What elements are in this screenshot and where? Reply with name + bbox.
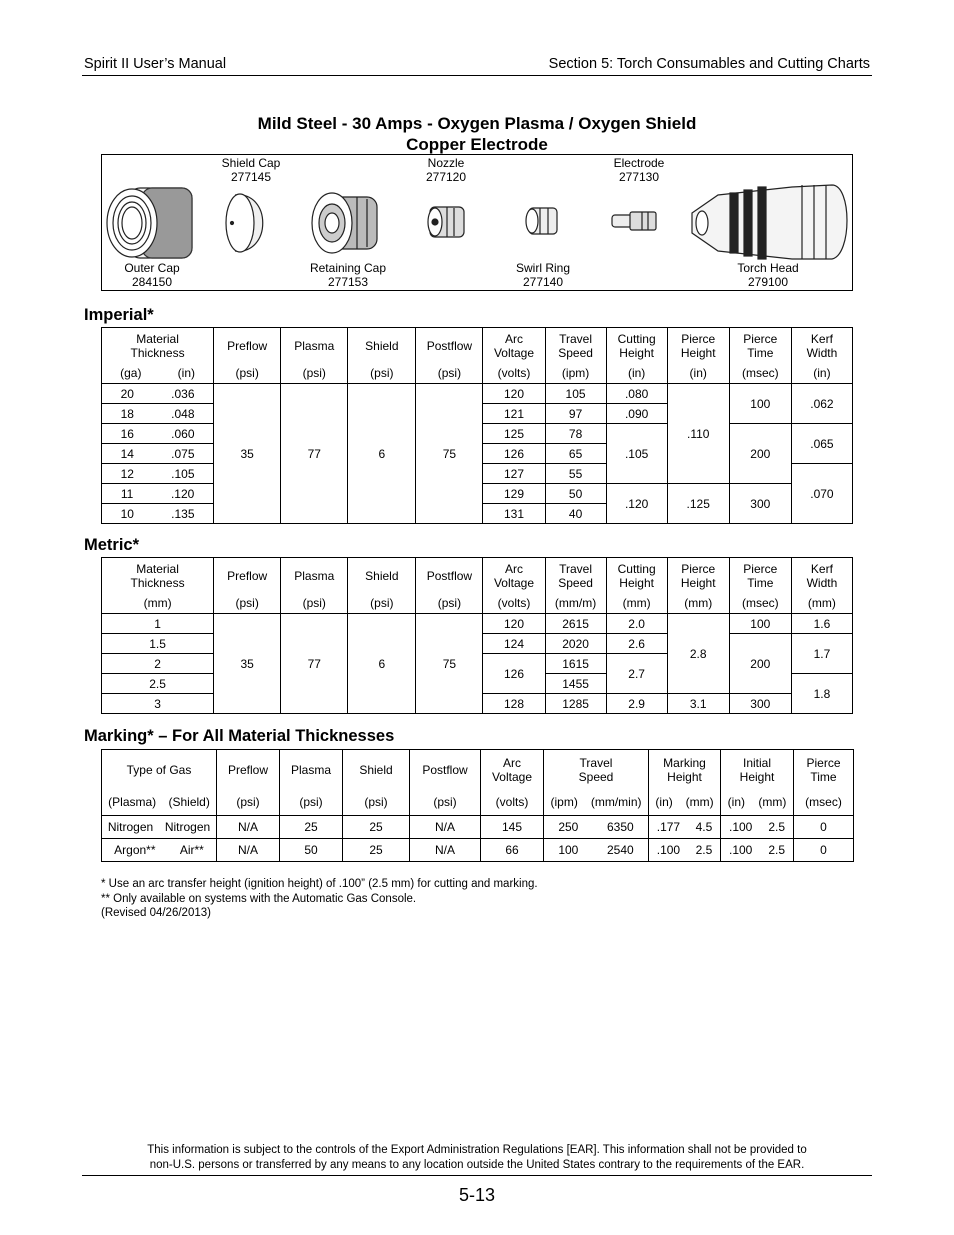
table-row	[102, 384, 853, 404]
header-rule	[82, 75, 872, 76]
thickness-cell: 14 .075	[102, 444, 214, 464]
kerf-cell: .065	[791, 424, 852, 464]
imperial-unit: (in)	[606, 364, 667, 384]
metric-col-shield: Shield	[348, 558, 416, 594]
swirl-ring-drawing	[526, 208, 557, 234]
marking-col-shield: Shield	[343, 750, 410, 790]
marking-unit: (psi)	[280, 790, 343, 816]
table-row	[102, 839, 854, 862]
travel-cell: 1285	[545, 694, 606, 714]
travel-cell: 100 2540	[544, 839, 649, 862]
thickness-cell: 2.5	[102, 674, 214, 694]
arc-cell: 129	[483, 484, 545, 504]
arc-cell: 66	[481, 839, 544, 862]
shield-cell: 25	[343, 839, 410, 862]
thickness-cell: 11 .120	[102, 484, 214, 504]
pierce-height-cell: 3.1	[667, 694, 729, 714]
preflow-cell: N/A	[217, 839, 280, 862]
metric-unit: (psi)	[214, 594, 281, 614]
imperial-unit: (psi)	[348, 364, 416, 384]
thickness-cell: 2	[102, 654, 214, 674]
travel-cell: 65	[545, 444, 606, 464]
retaining-cap-label: Retaining Cap 277153	[309, 261, 387, 289]
travel-cell: 2615	[545, 614, 606, 634]
thickness-cell: 16 .060	[102, 424, 214, 444]
pierce-height-cell: .125	[667, 484, 729, 524]
imperial-unit: (in)	[667, 364, 729, 384]
footnote-gas-console: ** Only available on systems with the Automatic Gas Console.	[101, 892, 417, 905]
marking-unit: (psi)	[343, 790, 410, 816]
metric-col-plasma: Plasma	[281, 558, 348, 594]
page-subtitle: Copper Electrode	[406, 135, 548, 154]
travel-cell: 250 6350	[544, 816, 649, 839]
metric-col-pierce-time: Pierce Time	[729, 558, 791, 594]
marking-unit: (psi)	[410, 790, 481, 816]
pierce-height-cell: 2.8	[667, 614, 729, 694]
plasma-cell: 25	[280, 816, 343, 839]
header-manual-title: Spirit II User’s Manual	[84, 56, 227, 72]
postflow-cell: N/A	[410, 816, 481, 839]
metric-col-travel: Travel Speed	[545, 558, 606, 594]
metric-unit: (psi)	[416, 594, 483, 614]
imperial-col-shield: Shield	[348, 328, 416, 364]
arc-cell: 126	[483, 654, 545, 694]
travel-cell: 1455	[545, 674, 606, 694]
cutting-cell: 2.6	[606, 634, 667, 654]
shield-cap-drawing	[226, 194, 263, 252]
metric-unit: (mm)	[791, 594, 852, 614]
marking-height-cell: .177 4.5	[649, 816, 721, 839]
cutting-cell: .080	[606, 384, 667, 404]
metric-heading: Metric*	[84, 536, 140, 554]
swirl-ring-label: Swirl Ring 277140	[515, 261, 570, 289]
marking-col-gas: Type of Gas	[102, 750, 217, 790]
arc-cell: 124	[483, 634, 545, 654]
shield-cell: 25	[343, 816, 410, 839]
outer-cap-drawing	[107, 188, 192, 258]
imperial-unit-thickness: (ga) (in)	[102, 364, 214, 384]
travel-cell: 2020	[545, 634, 606, 654]
kerf-cell: .070	[791, 464, 852, 524]
thickness-cell: 10 .135	[102, 504, 214, 524]
pierce-time-cell: 100	[729, 614, 791, 634]
header-section-title: Section 5: Torch Consumables and Cutting Charts	[548, 56, 870, 72]
gas-cell: Argon** Air**	[102, 839, 217, 862]
arc-cell: 125	[483, 424, 545, 444]
metric-col-cutting: Cutting Height	[606, 558, 667, 594]
cutting-cell: .105	[606, 424, 667, 484]
footnote-revision: (Revised 04/26/2013)	[101, 907, 211, 919]
travel-cell: 55	[545, 464, 606, 484]
plasma-cell: 77	[281, 614, 348, 714]
marking-unit: (psi)	[217, 790, 280, 816]
metric-unit: (mm)	[606, 594, 667, 614]
metric-col-arc: Arc Voltage	[483, 558, 545, 594]
pierce-time-cell: 300	[729, 694, 791, 714]
imperial-unit: (psi)	[214, 364, 281, 384]
thickness-cell: 3	[102, 694, 214, 714]
imperial-col-postflow: Postflow	[416, 328, 483, 364]
metric-table	[101, 557, 853, 714]
metric-unit: (psi)	[348, 594, 416, 614]
imperial-heading: Imperial*	[84, 306, 154, 324]
marking-col-initial-height: Initial Height	[721, 750, 794, 790]
cutting-cell: .120	[606, 484, 667, 524]
imperial-unit: (msec)	[729, 364, 791, 384]
ear-notice: This information is subject to the controls of the Export Administration Regulations [EAR]. This information shall not be provided to non-U.S. persons or transferred by any means to any location outside the United States contrary to the requirements of the EAR.	[147, 1144, 807, 1171]
imperial-col-cutting: Cutting Height	[606, 328, 667, 364]
preflow-cell: N/A	[217, 816, 280, 839]
metric-unit: (mm/m)	[545, 594, 606, 614]
arc-cell: 120	[483, 384, 545, 404]
pierce-time-cell: 0	[794, 816, 854, 839]
pierce-time-cell: 200	[729, 424, 791, 484]
metric-col-material: Material Thickness	[102, 558, 214, 594]
travel-cell: 50	[545, 484, 606, 504]
pierce-time-cell: 0	[794, 839, 854, 862]
table-row	[102, 614, 853, 634]
marking-unit-marking-height: (in) (mm)	[649, 790, 721, 816]
kerf-cell: 1.7	[791, 634, 852, 674]
kerf-cell: 1.6	[791, 614, 852, 634]
thickness-cell: 1.5	[102, 634, 214, 654]
marking-col-preflow: Preflow	[217, 750, 280, 790]
pierce-time-cell: 100	[729, 384, 791, 424]
arc-cell: 127	[483, 464, 545, 484]
thickness-cell: 12 .105	[102, 464, 214, 484]
marking-unit: (volts)	[481, 790, 544, 816]
postflow-cell: N/A	[410, 839, 481, 862]
plasma-cell: 50	[280, 839, 343, 862]
imperial-col-preflow: Preflow	[214, 328, 281, 364]
electrode-drawing	[612, 212, 656, 230]
travel-cell: 97	[545, 404, 606, 424]
marking-unit-initial-height: (in) (mm)	[721, 790, 794, 816]
marking-height-cell: .100 2.5	[649, 839, 721, 862]
imperial-unit: (psi)	[281, 364, 348, 384]
marking-col-postflow: Postflow	[410, 750, 481, 790]
electrode-label: Electrode 277130	[613, 156, 665, 184]
initial-height-cell: .100 2.5	[721, 839, 794, 862]
cutting-cell: 2.7	[606, 654, 667, 694]
imperial-col-material: Material Thickness	[102, 328, 214, 364]
marking-unit: (msec)	[794, 790, 854, 816]
shield-cell: 6	[348, 384, 416, 524]
thickness-cell: 18 .048	[102, 404, 214, 424]
metric-col-postflow: Postflow	[416, 558, 483, 594]
retaining-cap-drawing	[312, 193, 377, 253]
shield-cap-label: Shield Cap 277145	[221, 156, 281, 184]
kerf-cell: 1.8	[791, 674, 852, 714]
marking-unit-travel: (ipm) (mm/min)	[544, 790, 649, 816]
arc-cell: 120	[483, 614, 545, 634]
initial-height-cell: .100 2.5	[721, 816, 794, 839]
preflow-cell: 35	[214, 614, 281, 714]
imperial-col-pierce-height: Pierce Height	[667, 328, 729, 364]
arc-cell: 126	[483, 444, 545, 464]
imperial-unit: (ipm)	[545, 364, 606, 384]
thickness-cell: 20 .036	[102, 384, 214, 404]
imperial-unit: (volts)	[483, 364, 545, 384]
metric-col-pierce-height: Pierce Height	[667, 558, 729, 594]
arc-cell: 131	[483, 504, 545, 524]
page-title: Mild Steel - 30 Amps - Oxygen Plasma / Oxygen Shield	[257, 114, 697, 133]
metric-unit: (psi)	[281, 594, 348, 614]
imperial-col-travel: Travel Speed	[545, 328, 606, 364]
imperial-table	[101, 327, 853, 524]
nozzle-drawing	[428, 207, 464, 237]
metric-col-preflow: Preflow	[214, 558, 281, 594]
table-row	[102, 816, 854, 839]
marking-table	[101, 749, 854, 862]
cutting-cell: .090	[606, 404, 667, 424]
imperial-unit: (in)	[791, 364, 852, 384]
gas-cell: Nitrogen Nitrogen	[102, 816, 217, 839]
torch-head-drawing	[692, 185, 847, 259]
pierce-time-cell: 300	[729, 484, 791, 524]
arc-cell: 145	[481, 816, 544, 839]
thickness-cell: 1	[102, 614, 214, 634]
marking-col-marking-height: Marking Height	[649, 750, 721, 790]
arc-cell: 128	[483, 694, 545, 714]
footnote-arc-transfer: * Use an arc transfer height (ignition height) of .100” (2.5 mm) for cutting and marking.	[101, 878, 538, 890]
metric-unit: (mm)	[667, 594, 729, 614]
travel-cell: 105	[545, 384, 606, 404]
postflow-cell: 75	[416, 614, 483, 714]
marking-col-plasma: Plasma	[280, 750, 343, 790]
plasma-cell: 77	[281, 384, 348, 524]
footnotes	[101, 877, 538, 921]
shield-cell: 6	[348, 614, 416, 714]
consumables-figure	[101, 154, 853, 291]
marking-col-arc: Arc Voltage	[481, 750, 544, 790]
imperial-col-plasma: Plasma	[281, 328, 348, 364]
footer-rule	[82, 1175, 872, 1176]
cutting-cell: 2.0	[606, 614, 667, 634]
marking-col-travel: Travel Speed	[544, 750, 649, 790]
metric-col-kerf: Kerf Width	[791, 558, 852, 594]
marking-col-pierce-time: Pierce Time	[794, 750, 854, 790]
imperial-col-pierce-time: Pierce Time	[729, 328, 791, 364]
kerf-cell: .062	[791, 384, 852, 424]
cutting-cell: 2.9	[606, 694, 667, 714]
travel-cell: 40	[545, 504, 606, 524]
marking-unit-gas: (Plasma) (Shield)	[102, 790, 217, 816]
preflow-cell: 35	[214, 384, 281, 524]
metric-unit: (msec)	[729, 594, 791, 614]
imperial-col-arc: Arc Voltage	[483, 328, 545, 364]
metric-unit: (mm)	[102, 594, 214, 614]
marking-heading: Marking* – For All Material Thicknesses	[84, 727, 395, 745]
nozzle-label: Nozzle 277120	[425, 156, 467, 184]
consumables-drawings	[102, 155, 852, 290]
pierce-height-cell: .110	[667, 384, 729, 484]
travel-cell: 1615	[545, 654, 606, 674]
page-number: 5-13	[458, 1185, 496, 1205]
outer-cap-label: Outer Cap 284150	[124, 261, 180, 289]
metric-unit: (volts)	[483, 594, 545, 614]
torch-head-label: Torch Head 279100	[737, 261, 799, 289]
arc-cell: 121	[483, 404, 545, 424]
imperial-unit: (psi)	[416, 364, 483, 384]
postflow-cell: 75	[416, 384, 483, 524]
imperial-col-kerf: Kerf Width	[791, 328, 852, 364]
pierce-time-cell: 200	[729, 634, 791, 694]
travel-cell: 78	[545, 424, 606, 444]
